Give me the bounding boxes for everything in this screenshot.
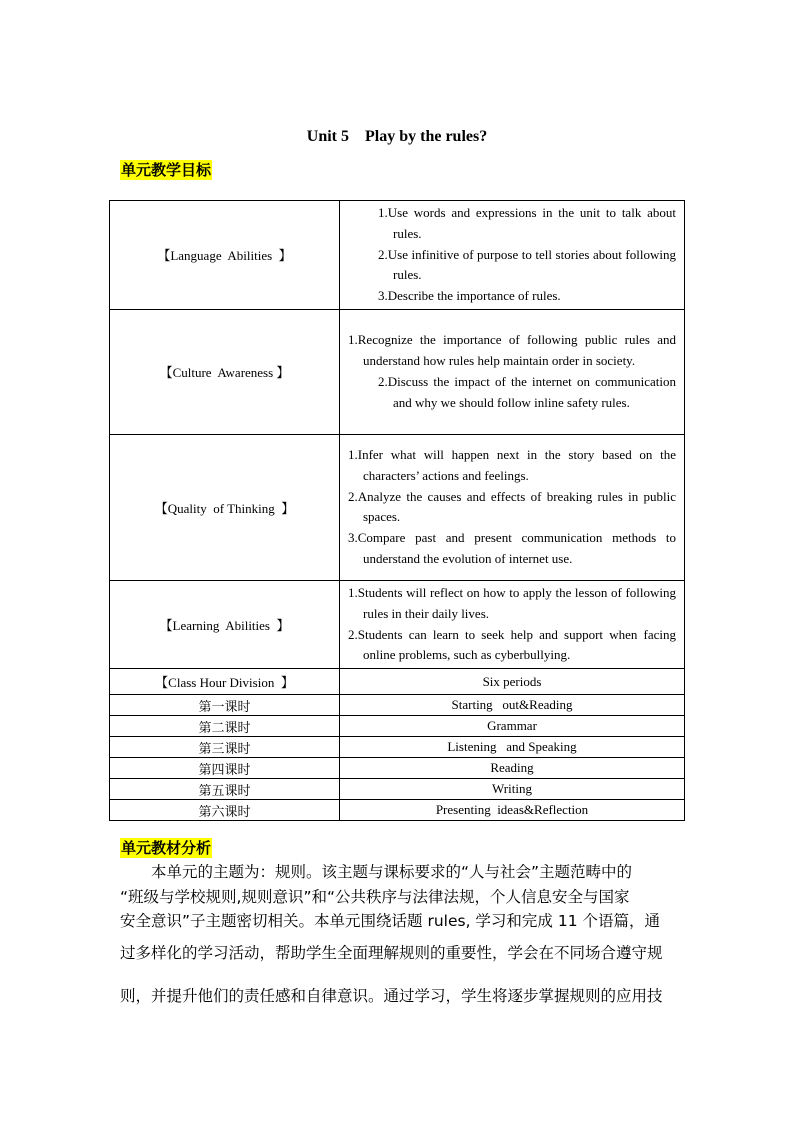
period-value: Presenting ideas&Reflection [340, 800, 685, 821]
goal-content [340, 580, 685, 668]
period-row [110, 695, 685, 716]
period-row [110, 779, 685, 800]
class-hour-value: Six periods [340, 669, 685, 695]
period-row [110, 737, 685, 758]
material-paragraph-line: 本单元的主题为：规则。该主题与课标要求的“人与社会”主题范畴中的 [151, 863, 633, 881]
goal-item: 2.Discuss the impact of the internet on communication and why we should follow inline safety rules. [378, 373, 676, 410]
goal-content [340, 434, 685, 580]
goal-label: 【Learning Abilities 】 [110, 580, 340, 668]
goal-item: 1.Use words and expressions in the unit to talk about rules. [378, 205, 676, 241]
goal-item: 2.Use infinitive of purpose to tell stories about following rules. [378, 246, 676, 283]
goal-row-language [110, 201, 685, 310]
goal-content [340, 201, 685, 310]
goal-item: 3.Compare past and present communication methods to understand the evolution of internet use. [348, 530, 676, 567]
goals-table [109, 200, 685, 821]
period-row [110, 716, 685, 737]
period-label: 第二课时 [110, 716, 340, 737]
period-value: Grammar [340, 716, 685, 737]
period-label: 第三课时 [110, 737, 340, 758]
period-label: 第六课时 [110, 800, 340, 821]
goal-row-culture [110, 309, 685, 434]
class-hour-row [110, 669, 685, 695]
period-value: Listening and Speaking [340, 737, 685, 758]
goal-item: 2.Analyze the causes and effects of breaking rules in public spaces. [348, 488, 676, 525]
goal-row-learning [110, 580, 685, 668]
material-paragraph-line: 安全意识”子主题密切相关。本单元围绕话题 rules, 学习和完成 11 个语篇，通 [120, 912, 661, 930]
period-label: 第一课时 [110, 695, 340, 716]
page-title: Unit 5 Play by the rules? [306, 128, 488, 145]
goal-item: 1.Infer what will happen next in the story based on the characters’ actions and feelings. [348, 447, 676, 483]
period-row [110, 758, 685, 779]
material-paragraph-line: 过多样化的学习活动，帮助学生全面理解规则的重要性，学会在不同场合遵守规 [120, 944, 663, 962]
period-label: 第四课时 [110, 758, 340, 779]
goal-item: 1.Recognize the importance of following public rules and understand how rules help maintain order in society. [348, 332, 676, 369]
goal-label: 【Culture Awareness 】 [110, 309, 340, 434]
class-hour-label: 【Class Hour Division 】 [110, 669, 340, 695]
period-value: Writing [340, 779, 685, 800]
material-paragraph-line: 则，并提升他们的责任感和自律意识。通过学习，学生将逐步掌握规则的应用技 [120, 987, 663, 1005]
period-value: Reading [340, 758, 685, 779]
goal-content [340, 309, 685, 434]
goal-item: 2.Students can learn to seek help and support when facing online problems, such as cyberbullying. [348, 626, 676, 663]
material-heading: 单元教材分析 [121, 839, 212, 857]
goal-row-thinking [110, 434, 685, 580]
goal-label: 【Quality of Thinking 】 [110, 434, 340, 580]
material-paragraph-line: “班级与学校规则,规则意识”和“公共秩序与法律法规，个人信息安全与国家 [120, 888, 630, 906]
period-row [110, 800, 685, 821]
goal-item: 1.Students will reflect on how to apply the lesson of following rules in their daily lives. [348, 584, 676, 621]
goal-item: 3.Describe the importance of rules. [378, 288, 561, 304]
period-label: 第五课时 [110, 779, 340, 800]
goal-label: 【Language Abilities 】 [110, 201, 340, 310]
period-value: Starting out&Reading [340, 695, 685, 716]
goals-heading: 单元教学目标 [121, 161, 212, 179]
